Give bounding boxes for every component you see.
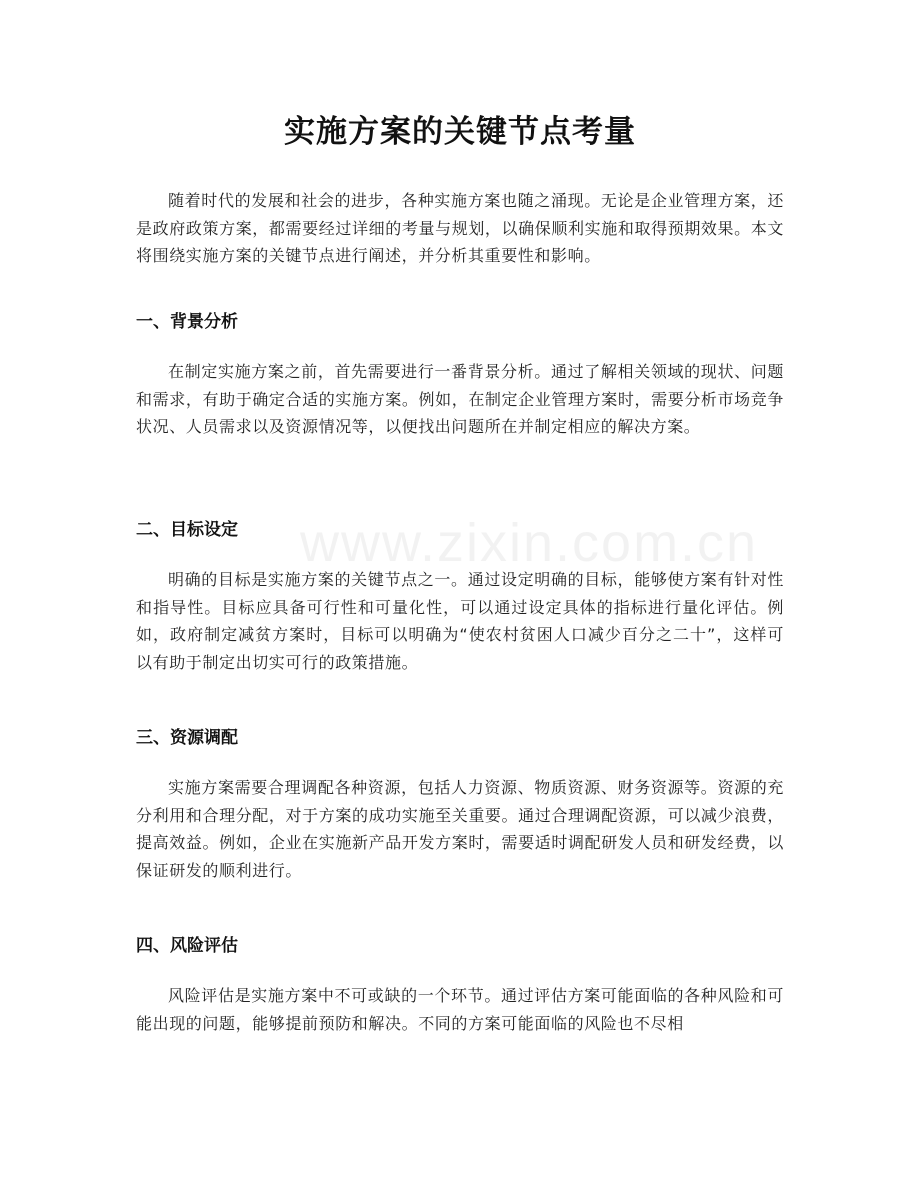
document-title: 实施方案的关键节点考量	[284, 114, 636, 150]
section-heading-resources: 三、资源调配	[136, 728, 238, 748]
section-heading-risk: 四、风险评估	[136, 936, 238, 956]
section-body-goal: 明确的目标是实施方案的关键节点之一。通过设定明确的目标，能够使方案有针对性和指导性。目标应具备可行性和可量化性，可以通过设定具体的指标进行量化评估。例如，政府制定减贫方案时，目标可以明确为“使农村贫困人口减少百分之二十”，这样可以有助于制定出切实可行的政策措施。	[136, 570, 784, 672]
section-body-resources: 实施方案需要合理调配各种资源，包括人力资源、物质资源、财务资源等。资源的充分利用和合理分配，对于方案的成功实施至关重要。通过合理调配资源，可以减少浪费，提高效益。例如，企业在实施新产品开发方案时，需要适时调配研发人员和研发经费，以保证研发的顺利进行。	[136, 778, 784, 880]
section-heading-goal: 二、目标设定	[136, 520, 238, 540]
section-heading-background: 一、背景分析	[136, 312, 238, 332]
section-body-background: 在制定实施方案之前，首先需要进行一番背景分析。通过了解相关领域的现状、问题和需求，有助于确定合适的实施方案。例如，在制定企业管理方案时，需要分析市场竞争状况、人员需求以及资源情况等，以便找出问题所在并制定相应的解决方案。	[136, 362, 784, 436]
section-body-risk: 风险评估是实施方案中不可或缺的一个环节。通过评估方案可能面临的各种风险和可能出现的问题，能够提前预防和解决。不同的方案可能面临的风险也不尽相	[136, 986, 784, 1033]
intro-paragraph: 随着时代的发展和社会的进步，各种实施方案也随之涌现。无论是企业管理方案，还是政府政策方案，都需要经过详细的考量与规划，以确保顺利实施和取得预期效果。本文将围绕实施方案的关键节点进行阐述，并分析其重要性和影响。	[136, 191, 784, 265]
watermark: www.zixin.com.cn	[300, 513, 759, 573]
